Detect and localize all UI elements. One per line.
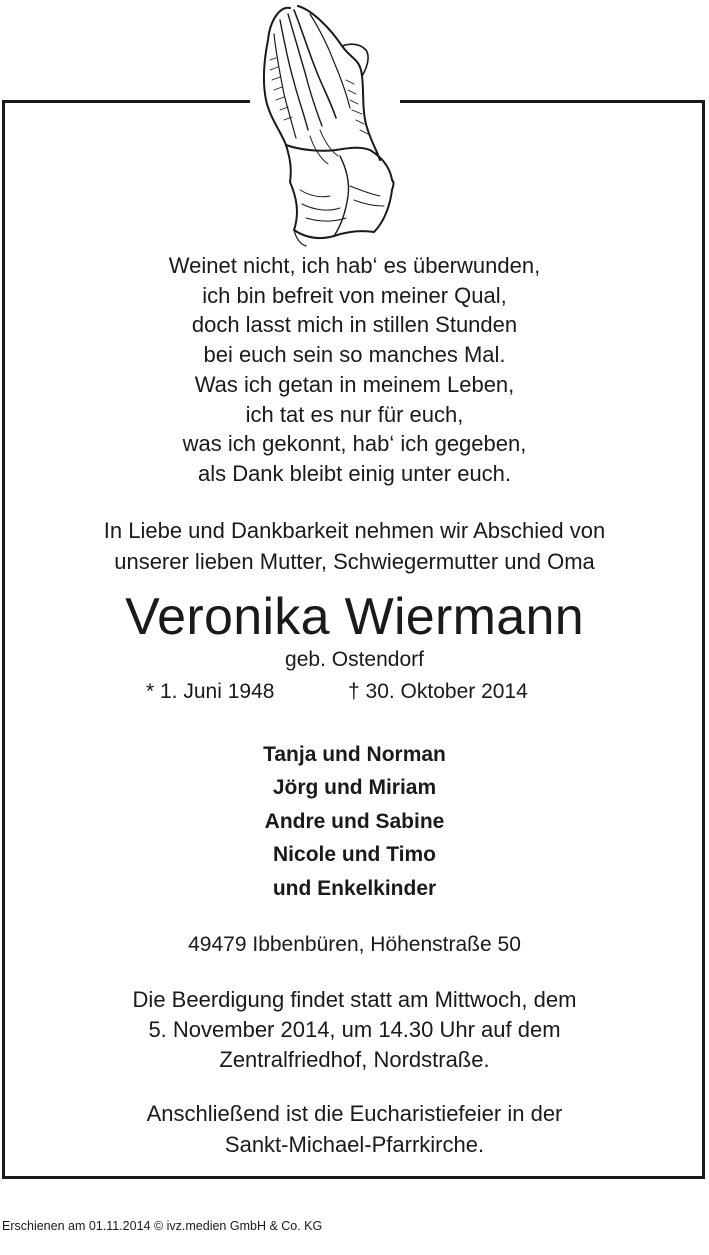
poem-line: Weinet nicht, ich hab‘ es überwunden, <box>168 253 541 278</box>
intro-text <box>0 515 709 577</box>
funeral-line: Zentralfriedhof, Nordstraße. <box>219 1047 490 1072</box>
mass-line: Sankt-Michael-Pfarrkirche. <box>224 1132 485 1157</box>
funeral-info <box>0 985 709 1075</box>
funeral-line: Die Beerdigung findet statt am Mittwoch, dem <box>132 987 577 1012</box>
mourner-entry: und Enkelkinder <box>272 876 437 900</box>
mourners-list <box>0 738 709 905</box>
mourner-entry: Andre und Sabine <box>264 809 445 833</box>
poem-line: bei euch sein so manches Mal. <box>203 342 506 368</box>
mourner-entry: Tanja und Norman <box>263 743 446 766</box>
poem-line: ich bin befreit von meiner Qual, <box>202 282 507 308</box>
mass-line: Anschließend ist die Eucharistiefeier in der <box>146 1101 563 1126</box>
intro-line: unserer lieben Mutter, Schwiegermutter und Oma <box>114 549 595 574</box>
intro-line: In Liebe und Dankbarkeit nehmen wir Abschied von <box>103 518 606 543</box>
praying-hands-icon <box>250 0 400 252</box>
poem-line: als Dank bleibt einig unter euch. <box>197 460 512 486</box>
poem-line: ich tat es nur für euch, <box>245 401 464 427</box>
poem-line: Was ich getan in meinem Leben, <box>194 371 515 397</box>
maiden-name: geb. Ostendorf <box>285 648 424 671</box>
birth-date: * 1. Juni 1948 <box>146 680 275 703</box>
publication-footer: Erschienen am 01.11.2014 © ivz.medien GmbH & Co. KG <box>2 1219 323 1233</box>
mourner-entry: Nicole und Timo <box>273 843 436 867</box>
poem-line: doch lasst mich in stillen Stunden <box>191 312 518 338</box>
death-date: † 30. Oktober 2014 <box>348 680 528 703</box>
mass-info <box>0 1098 709 1160</box>
address: 49479 Ibbenbüren, Höhenstraße 50 <box>188 933 521 956</box>
mourner-entry: Jörg und Miriam <box>272 776 437 800</box>
deceased-name: Veronika Wiermann <box>125 588 584 646</box>
poem-line: was ich gekonnt, hab‘ ich gegeben, <box>182 431 527 457</box>
funeral-line: 5. November 2014, um 14.30 Uhr auf dem <box>148 1017 561 1042</box>
poem <box>0 251 709 489</box>
